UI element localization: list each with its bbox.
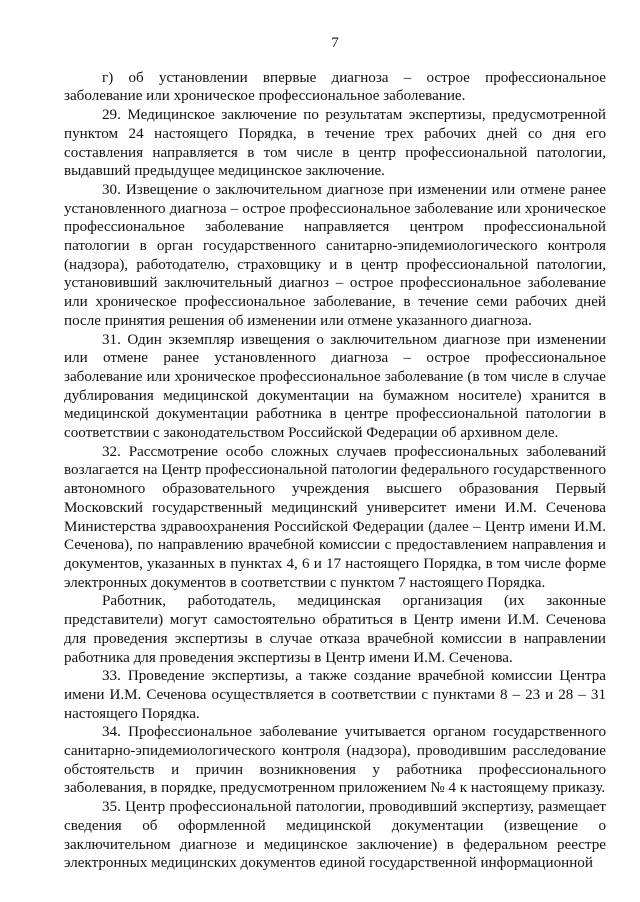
paragraph-31: 31. Один экземпляр извещения о заключительном диагнозе при изменении или отмене ранее установленного диагноза – острое профессиональное заболевание или хроническое профессиональное заболевание (в том числе в случае дублирования медицинской документации на бумажном носителе) хранится в медицинской документации работника в центре профессиональной патологии в соответствии с законодательством Российской Федерации об архивном деле. [64, 331, 606, 442]
paragraph-35: 35. Центр профессиональной патологии, проводивший экспертизу, размещает сведения об оформленной медицинской документации (извещение о заключительном диагнозе и медицинское заключение) в федеральном реестре электронных медицинских документов единой государственной информационной [64, 799, 606, 872]
paragraph-33: 33. Проведение экспертизы, а также создание врачебной комиссии Центра имени И.М. Сеченова осуществляется в соответствии с пунктами 8 – 23 и 28 – 31 настоящего Порядка. [64, 668, 606, 722]
paragraph-34: 34. Профессиональное заболевание учитывается органом государственного санитарно-эпидемиологического контроля (надзора), проводившим расследование обстоятельств и причин возникновения у работника профессионального заболевания, в порядке, предусмотренном приложением № 4 к настоящему приказу. [64, 724, 606, 797]
paragraph-29: 29. Медицинское заключение по результатам экспертизы, предусмотренной пунктом 24 настоящего Порядка, в течение трех рабочих дней со дня его составления направляется в том числе в центр профессиональной патологии, выдавший предыдущее медицинское заключение. [64, 107, 606, 180]
paragraph-30: 30. Извещение о заключительном диагнозе при изменении или отмене ранее установленного диагноза – острое профессиональное заболевание или хроническое профессиональное заболевание направляется центром профессиональной патологии в орган государственного санитарно-эпидемиологического контроля (надзора), работодателю, страховщику и в центр профессиональной патологии, установивший заключительный диагноз – острое профессиональное заболевание или хроническое профессиональное заболевание, в течение семи рабочих дней после принятия решения об изменении или отмене указанного диагноза. [64, 181, 606, 329]
paragraph-32: 32. Рассмотрение особо сложных случаев профессиональных заболеваний возлагается на Центр профессиональной патологии федерального государственного автономного образовательного учреждения высшего образования Первый Московский государственный медицинский университет имени И.М. Сеченова Министерства здравоохранения Российской Федерации (далее – Центр имени И.М. Сеченова), по направлению врачебной комиссии с предоставлением направления и документов, указанных в пунктах 4, 6 и 17 настоящего Порядка, в том числе форме электронных документов в соответствии с пунктом 7 настоящего Порядка. [64, 443, 606, 591]
page-number: 7 [331, 35, 339, 51]
paragraph-subitem-g: г) об установлении впервые диагноза – острое профессиональное заболевание или хроническое профессиональное заболевание. [64, 69, 606, 105]
paragraph-32-continued: Работник, работодатель, медицинская организация (их законные представители) могут самостоятельно обратиться в Центр имени И.М. Сеченова для проведения экспертизы в случае отказа врачебной комиссии в направлении работника для проведения экспертизы в Центр имени И.М. Сеченова. [64, 593, 606, 666]
